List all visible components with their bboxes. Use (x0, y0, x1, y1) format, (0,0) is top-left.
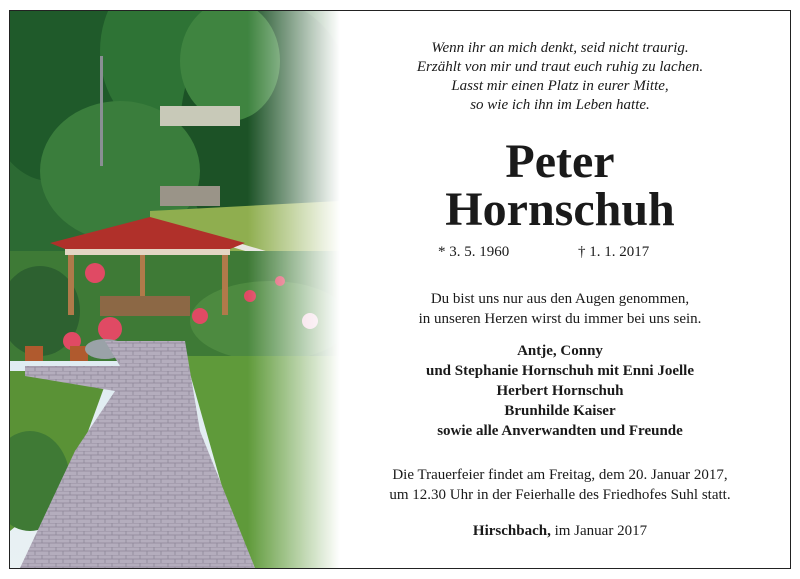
funeral-line: um 12.30 Uhr in der Feierhalle des Friedhofes Suhl statt. (389, 487, 731, 503)
obituary-card (9, 10, 791, 569)
poem-line: Erzählt von mir und traut euch ruhig zu lachen. (416, 59, 704, 75)
poem-line: so wie ich ihn im Leben hatte. (470, 97, 650, 113)
first-name: Peter (505, 135, 615, 188)
mourners-list (350, 341, 770, 441)
mourner-line: Antje, Conny (517, 343, 603, 359)
poem-line: Lasst mir einen Platz in eurer Mitte, (451, 78, 669, 94)
last-name: Hornschuh (445, 183, 675, 236)
mourner-line: Herbert Hornschuh (496, 383, 624, 399)
memorial-quote (350, 289, 770, 329)
poem-line: Wenn ihr an mich denkt, seid nicht traurig. (431, 40, 689, 56)
quote-line: in unseren Herzen wirst du immer bei uns sein. (418, 311, 702, 327)
closing-place: Hirschbach, (472, 523, 551, 539)
closing-date: im Januar 2017 (554, 523, 648, 539)
place-date (350, 523, 770, 540)
death-date: † 1. 1. 2017 (578, 244, 650, 260)
garden-photo (10, 11, 340, 568)
birth-date: * 3. 5. 1960 (438, 244, 510, 260)
poem (350, 39, 770, 115)
mourner-line: sowie alle Anverwandten und Freunde (437, 423, 683, 439)
mourner-line: und Stephanie Hornschuh mit Enni Joelle (426, 363, 694, 379)
obituary-text (350, 11, 770, 568)
funeral-notice (350, 465, 770, 505)
funeral-line: Die Trauerfeier findet am Freitag, dem 20. Januar 2017, (392, 467, 728, 483)
mourner-line: Brunhilde Kaiser (504, 403, 616, 419)
quote-line: Du bist uns nur aus den Augen genommen, (430, 291, 690, 307)
